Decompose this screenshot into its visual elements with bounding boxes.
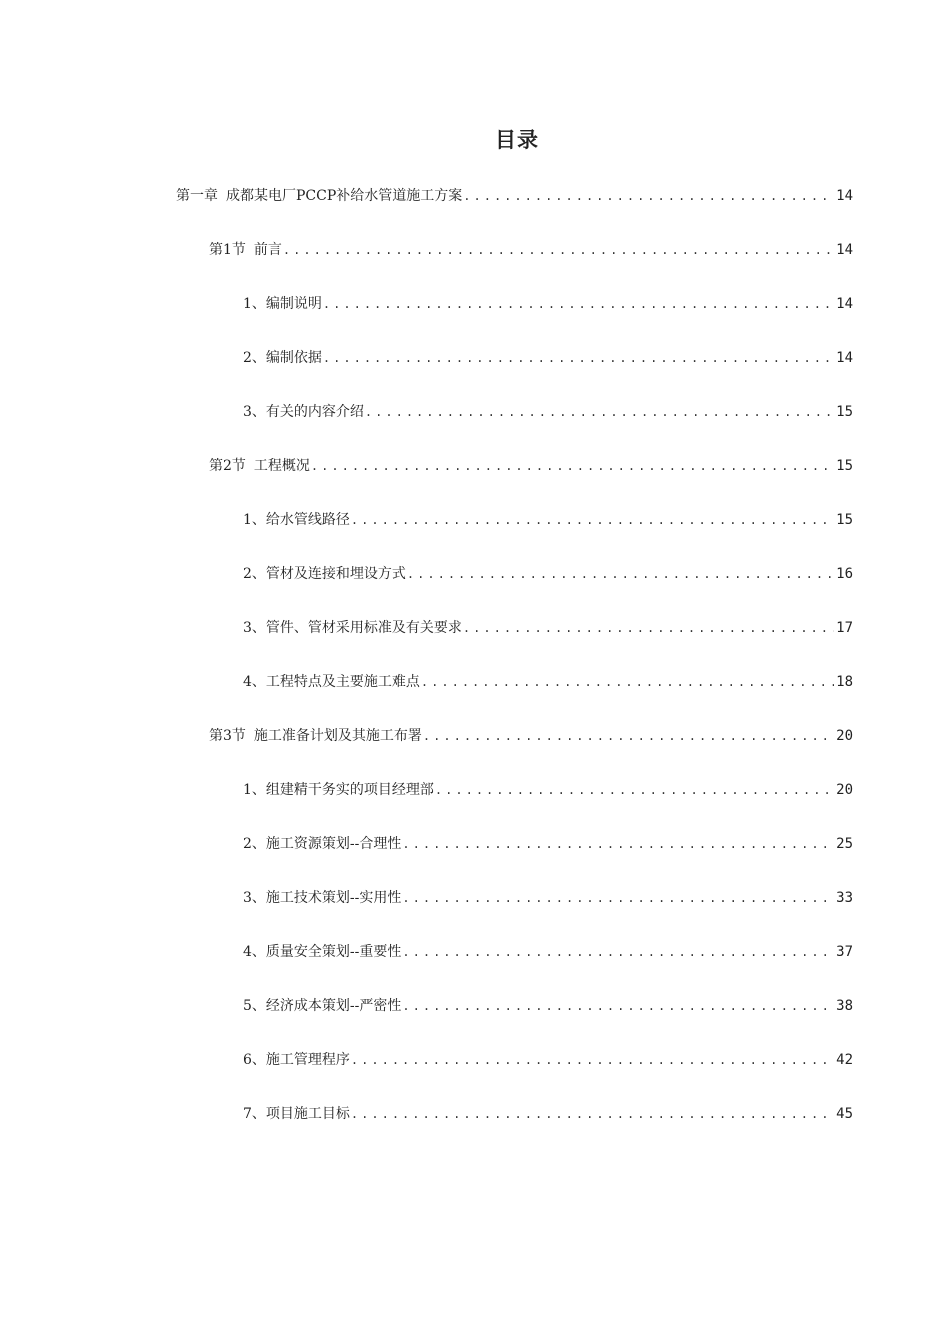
- toc-entry-section-3[interactable]: [209, 726, 853, 746]
- toc-dot-leader: [423, 726, 834, 746]
- toc-dot-leader: [402, 834, 834, 854]
- toc-page-number: 16: [836, 566, 853, 582]
- toc-dot-leader: [421, 672, 834, 692]
- toc-entry-text: 施工管理程序: [265, 1052, 350, 1068]
- toc-entry-item[interactable]: [243, 510, 853, 530]
- toc-entry-number: 1、: [243, 296, 266, 312]
- toc-entry-item[interactable]: [243, 834, 853, 854]
- toc-entry-number: 4、: [243, 674, 266, 690]
- toc-entry-number: 1、: [243, 782, 266, 798]
- toc-entry-text: 管件、管材采用标准及有关要求: [265, 620, 462, 636]
- toc-entry-item[interactable]: [243, 672, 853, 692]
- toc-entry-number: 3、: [243, 890, 266, 906]
- toc-dot-leader: [402, 996, 834, 1016]
- toc-entry-section-2[interactable]: [209, 456, 853, 476]
- toc-dot-leader: [402, 942, 834, 962]
- toc-dot-leader: [365, 402, 834, 422]
- toc-entry-text: 前言: [253, 242, 282, 258]
- toc-entry-number: 5、: [243, 998, 266, 1014]
- toc-page-number: 15: [836, 458, 853, 474]
- toc-entry-item[interactable]: [243, 402, 853, 422]
- toc-dot-leader: [351, 1050, 834, 1070]
- toc-entry-number: 4、: [243, 944, 266, 960]
- toc-page-number: 20: [836, 728, 853, 744]
- toc-entry-number: 1、: [243, 512, 266, 528]
- toc-dot-leader: [407, 564, 834, 584]
- toc-entry-number: 3、: [243, 404, 266, 420]
- toc-dot-leader: [311, 456, 834, 476]
- toc-entry-text: 经济成本策划--严密性: [265, 998, 402, 1014]
- toc-page-number: 33: [836, 890, 853, 906]
- toc-entry-text: 给水管线路径: [265, 512, 350, 528]
- toc-entry-text: 施工技术策划--实用性: [265, 890, 402, 906]
- toc-entry-text: 工程特点及主要施工难点: [265, 674, 420, 690]
- toc-page-number: 14: [836, 296, 853, 312]
- toc-entry-text: 有关的内容介绍: [265, 404, 364, 420]
- toc-dot-leader: [435, 780, 834, 800]
- toc-page-number: 18: [836, 674, 853, 690]
- toc-dot-leader: [402, 888, 834, 908]
- toc-dot-leader: [323, 294, 834, 314]
- toc-page-number: 42: [836, 1052, 853, 1068]
- toc-page-number: 14: [836, 350, 853, 366]
- toc-entry-item[interactable]: [243, 564, 853, 584]
- toc-dot-leader: [463, 186, 834, 206]
- toc-entry-text: 质量安全策划--重要性: [265, 944, 402, 960]
- toc-entry-number: 3、: [243, 620, 266, 636]
- toc-entry-item[interactable]: [243, 1050, 853, 1070]
- toc-entry-item[interactable]: [243, 996, 853, 1016]
- toc-page-number: 15: [836, 512, 853, 528]
- toc-page-number: 37: [836, 944, 853, 960]
- toc-dot-leader: [283, 240, 834, 260]
- toc-dot-leader: [463, 618, 834, 638]
- toc-entry-item[interactable]: [243, 942, 853, 962]
- toc-entry-number: 6、: [243, 1052, 266, 1068]
- toc-entry-text: 组建精干务实的项目经理部: [265, 782, 434, 798]
- toc-page-number: 14: [836, 188, 853, 204]
- toc-entry-text: 编制依据: [265, 350, 322, 366]
- toc-entry-item[interactable]: [243, 780, 853, 800]
- toc-entry-item[interactable]: [243, 618, 853, 638]
- toc-entry-item[interactable]: [243, 294, 853, 314]
- toc-entry-text: 编制说明: [265, 296, 322, 312]
- toc-dot-leader: [351, 510, 834, 530]
- toc-dot-leader: [323, 348, 834, 368]
- toc-page-number: 38: [836, 998, 853, 1014]
- toc-entry-section-1[interactable]: [209, 240, 853, 260]
- toc-page-number: 25: [836, 836, 853, 852]
- toc-entry-number: 2、: [243, 350, 266, 366]
- toc-entry-text: 管材及连接和埋设方式: [265, 566, 406, 582]
- toc-page-number: 17: [836, 620, 853, 636]
- toc-entry-number: 第2节: [209, 458, 246, 474]
- toc-entry-text: 成都某电厂PCCP补给水管道施工方案: [226, 188, 463, 204]
- toc-page-number: 45: [836, 1106, 853, 1122]
- toc-dot-leader: [351, 1104, 834, 1124]
- toc-entry-number: 2、: [243, 836, 266, 852]
- toc-entry-text: 施工准备计划及其施工布署: [253, 728, 422, 744]
- toc-page-number: 14: [836, 242, 853, 258]
- toc-entry-text: 施工资源策划--合理性: [265, 836, 402, 852]
- toc-entry-item[interactable]: [243, 888, 853, 908]
- toc-entry-item[interactable]: [243, 348, 853, 368]
- toc-entry-number: 7、: [243, 1106, 266, 1122]
- toc-entry-item[interactable]: [243, 1104, 853, 1124]
- toc-entry-number: 2、: [243, 566, 266, 582]
- toc-title: 目录: [495, 128, 539, 152]
- toc-page-number: 15: [836, 404, 853, 420]
- toc-entry-number: 第3节: [209, 728, 246, 744]
- toc-entry-text: 项目施工目标: [265, 1106, 350, 1122]
- toc-entry-number: 第1节: [209, 242, 246, 258]
- toc-entry-chapter-1[interactable]: [176, 186, 853, 206]
- toc-entry-text: 工程概况: [253, 458, 310, 474]
- toc-entry-number: 第一章: [176, 188, 218, 204]
- toc-page-number: 20: [836, 782, 853, 798]
